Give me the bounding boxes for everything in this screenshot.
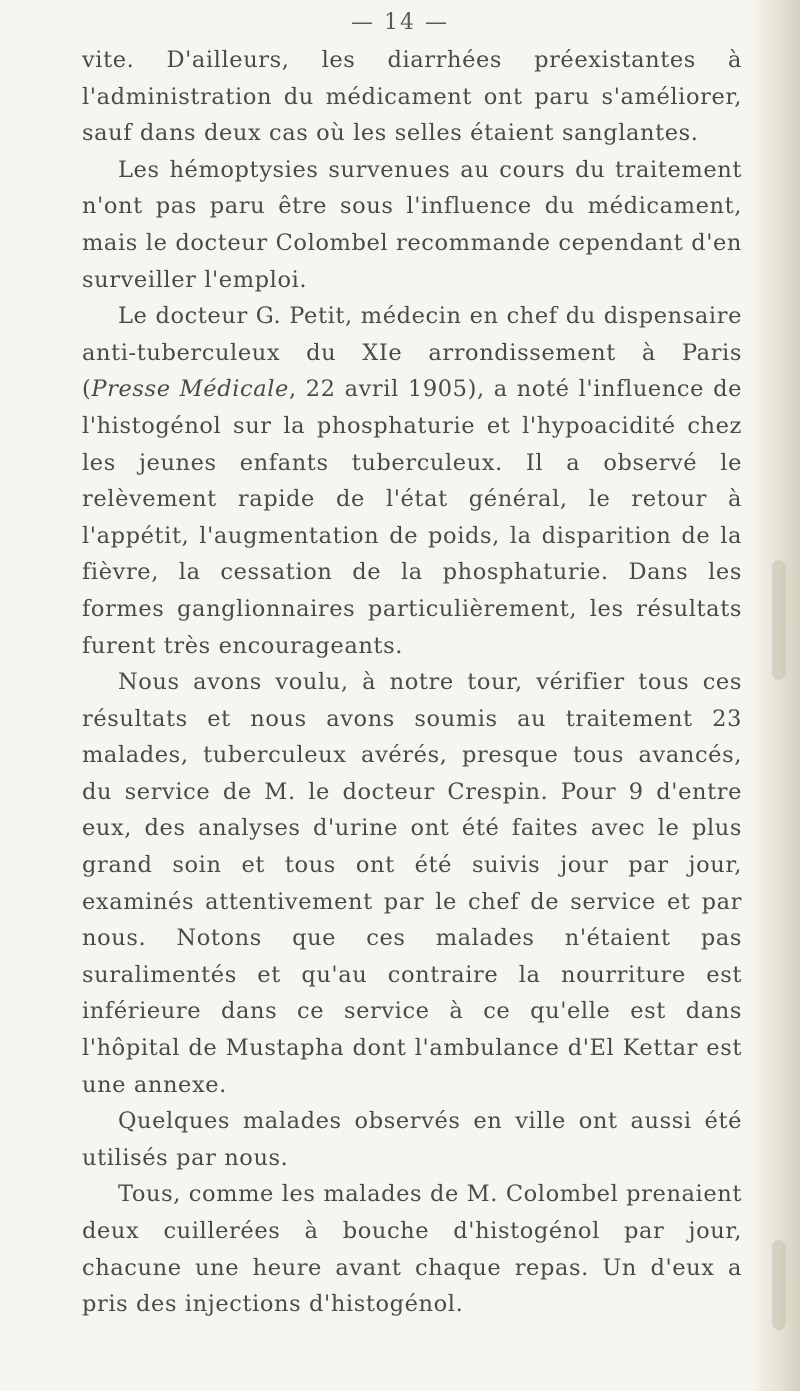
paper-stain <box>772 560 786 680</box>
journal-title: Presse Médicale <box>91 376 289 403</box>
paper-stain <box>772 1240 786 1330</box>
paragraph-3-after: , 22 avril 1905), a noté l'influence de l'histogénol sur la phosphaturie et l'hypoacidité chez les jeunes enfants tuberculeux. Il a observé le relèvement rapide de l'état général, le retour à l'appétit, l'augmentation de poids, la disparition de la fièvre, la cessation de la phosphaturie. Dans les formes ganglionnaires particulièrement, les résultats furent très encourageants. <box>82 376 742 659</box>
paragraph-3-before: Le docteur G. Petit, médecin en chef du dispensaire anti-tuberculeux du XIe arrondissement à Paris ( <box>82 303 742 403</box>
page-number: — 14 — <box>351 10 449 35</box>
paragraph-1: vite. D'ailleurs, les diarrhées préexistantes à l'administration du médicament ont paru s'améliorer, sauf dans deux cas où les selles étaient sanglantes. <box>82 47 742 147</box>
paragraph-6: Tous, comme les malades de M. Colombel prenaient deux cuillerées à bouche d'histogénol par jour, chacune une heure avant chaque repas. Un d'eux a pris des injections d'histogénol. <box>82 1181 742 1318</box>
body-text <box>82 42 742 1323</box>
paragraph-5: Quelques malades observés en ville ont aussi été utilisés par nous. <box>82 1108 742 1171</box>
paragraph-4: Nous avons voulu, à notre tour, vérifier tous ces résultats et nous avons soumis au traitement 23 malades, tuberculeux avérés, presque tous avancés, du service de M. le docteur Crespin. Pour 9 d'entre eux, des analyses d'urine ont été faites avec le plus grand soin et tous ont été suivis jour par jour, examinés attentivement par le chef de service et par nous. Notons que ces malades n'étaient pas suralimentés et qu'au contraire la nourriture est inférieure dans ce service à ce qu'elle est dans l'hôpital de Mustapha dont l'ambulance d'El Kettar est une annexe. <box>82 669 742 1098</box>
paragraph-3 <box>82 298 742 664</box>
paragraph-2: Les hémoptysies survenues au cours du traitement n'ont pas paru être sous l'influence du médicament, mais le docteur Colombel recommande cependant d'en surveiller l'emploi. <box>82 156 742 293</box>
